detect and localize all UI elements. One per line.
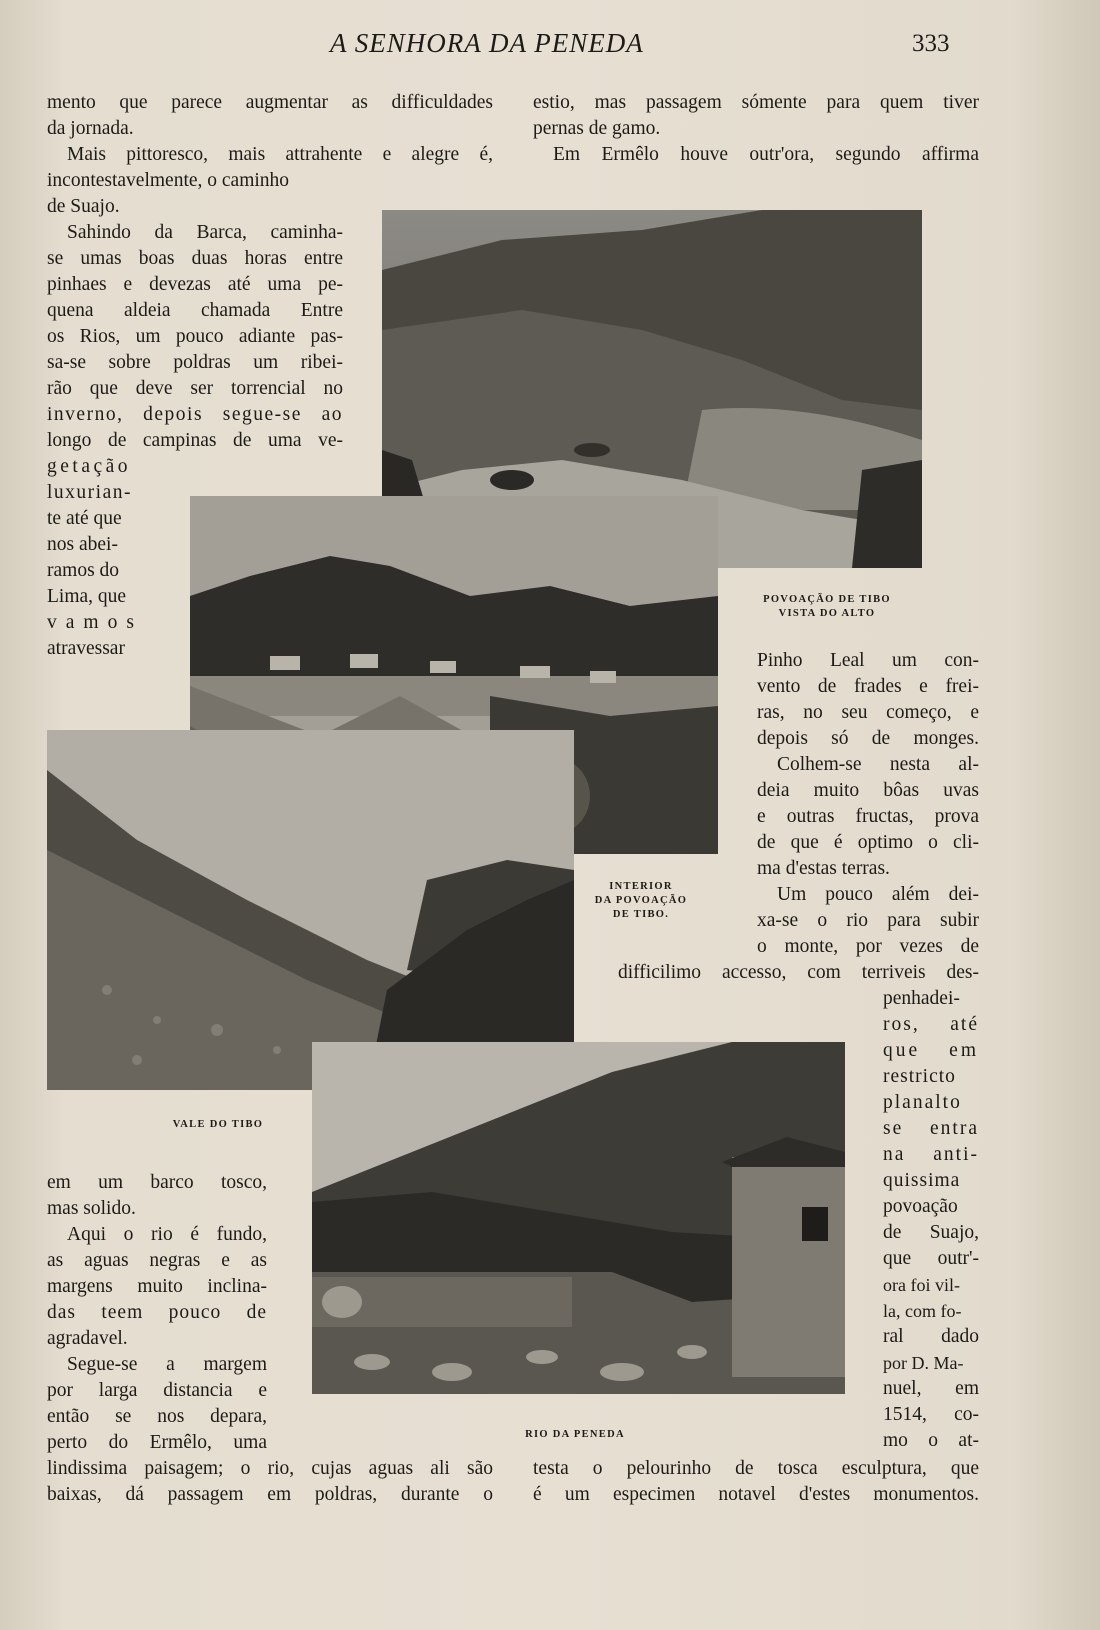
text-line: planalto	[883, 1092, 962, 1113]
text-line: por larga distancia e	[47, 1380, 267, 1401]
text-line: sa-se sobre poldras um ribei-	[47, 352, 343, 373]
text-line: 1514, co-	[883, 1404, 979, 1425]
text-line: difficilimo accesso, com terriveis des-	[618, 962, 979, 983]
text-line: baixas, dá passagem em poldras, durante o	[47, 1484, 493, 1505]
text-line: o monte, por vezes de	[757, 936, 979, 957]
text-line: da jornada.	[47, 118, 134, 139]
text-line: e outras fructas, prova	[757, 806, 979, 827]
running-title: A SENHORA DA PENEDA	[330, 28, 644, 58]
text-line: os Rios, um pouco adiante pas-	[47, 326, 343, 347]
text-line: nuel, em	[883, 1378, 979, 1399]
caption-tibo-alto-line1: POVOAÇÃO DE TIBO	[763, 594, 891, 605]
text-line: lindissima paisagem; o rio, cujas aguas ali são	[47, 1458, 493, 1479]
text-line: testa o pelourinho de tosca esculptura, que	[533, 1458, 979, 1479]
caption-tibo-alto-line2: VISTA DO ALTO	[778, 608, 876, 619]
text-line: na anti-	[883, 1144, 979, 1165]
text-line: atravessar	[47, 638, 125, 659]
text-line: por D. Ma-	[883, 1353, 964, 1373]
text-line: inverno, depois segue-se ao	[47, 404, 343, 425]
text-line: quena aldeia chamada Entre	[47, 300, 343, 321]
text-line: então se nos depara,	[47, 1406, 267, 1427]
text-line: ma d'estas terras.	[757, 858, 890, 879]
text-line: perto do Ermêlo, uma	[47, 1432, 267, 1453]
text-line: ramos do	[47, 560, 120, 581]
text-line: vento de frades e frei-	[757, 676, 979, 697]
text-line: Colhem-se nesta al-	[777, 754, 979, 775]
text-line: de Suajo,	[883, 1222, 979, 1243]
text-line: Lima, que	[47, 586, 127, 607]
text-line: restricto	[883, 1066, 956, 1087]
text-line: getação	[47, 456, 132, 477]
text-line: das teem pouco de	[47, 1302, 267, 1323]
text-line: em um barco tosco,	[47, 1172, 267, 1193]
text-line: ros, até	[883, 1014, 979, 1035]
text-line: mo o at-	[883, 1430, 979, 1451]
photo-vale-do-tibo	[47, 730, 574, 1090]
text-line: ral dado	[883, 1326, 979, 1347]
text-line: mento que parece augmentar as difficuldades	[47, 92, 493, 113]
text-line: as aguas negras e as	[47, 1250, 267, 1271]
text-line: luxurian-	[47, 482, 132, 503]
text-line: que outr'-	[883, 1248, 979, 1269]
text-line: ora foi vil-	[883, 1275, 960, 1295]
caption-interior-line1: INTERIOR	[609, 881, 673, 892]
text-line: ras, no seu começo, e	[757, 702, 979, 723]
caption-interior-line3: DE TIBO.	[612, 909, 670, 920]
photo-rio-da-peneda	[312, 1042, 845, 1394]
caption-vale-do-tibo: VALE DO TIBO	[172, 1119, 264, 1130]
text-line: povoação	[883, 1196, 958, 1217]
text-line: penhadei-	[883, 988, 960, 1009]
text-line: se umas boas duas horas entre	[47, 248, 343, 269]
text-line: Aqui o rio é fundo,	[67, 1224, 267, 1245]
text-line: de Suajo.	[47, 196, 120, 217]
text-line: Mais pittoresco, mais attrahente e alegre é,	[67, 144, 493, 165]
text-line: te até que	[47, 508, 122, 529]
text-line: margens muito inclina-	[47, 1276, 267, 1297]
text-line: pinhaes e devezas até uma pe-	[47, 274, 343, 295]
page-number: 333	[912, 30, 950, 57]
text-line: rão que deve ser torrencial no	[47, 378, 343, 399]
text-line: é um especimen notavel d'estes monumentos.	[533, 1484, 979, 1505]
text-line: la, com fo-	[883, 1301, 962, 1321]
text-line: incontestavelmente, o caminho	[47, 170, 290, 191]
text-line: de que é optimo o cli-	[757, 832, 979, 853]
caption-rio-da-peneda: RIO DA PENEDA	[525, 1429, 625, 1440]
text-line: se entra	[883, 1118, 979, 1139]
text-line: Pinho Leal um con-	[757, 650, 979, 671]
text-line: Sahindo da Barca, caminha-	[67, 222, 343, 243]
text-line: que em	[883, 1040, 979, 1061]
text-line: Segue-se a margem	[67, 1354, 267, 1375]
text-line: estio, mas passagem sómente para quem tiver	[533, 92, 979, 113]
text-line: Um pouco além dei-	[777, 884, 979, 905]
caption-interior-line2: DA POVOAÇÃO	[594, 895, 688, 906]
text-line: Em Ermêlo houve outr'ora, segundo affirma	[553, 144, 979, 165]
text-line: nos abei-	[47, 534, 118, 555]
text-line: vamos	[47, 612, 143, 633]
text-line: xa-se o rio para subir	[757, 910, 979, 931]
text-line: agradavel.	[47, 1328, 128, 1349]
text-line: mas solido.	[47, 1198, 136, 1219]
text-line: depois só de monges.	[757, 728, 979, 749]
text-line: longo de campinas de uma ve-	[47, 430, 343, 451]
text-line: deia muito bôas uvas	[757, 780, 979, 801]
text-line: pernas de gamo.	[533, 118, 661, 139]
text-line: quissima	[883, 1170, 961, 1191]
